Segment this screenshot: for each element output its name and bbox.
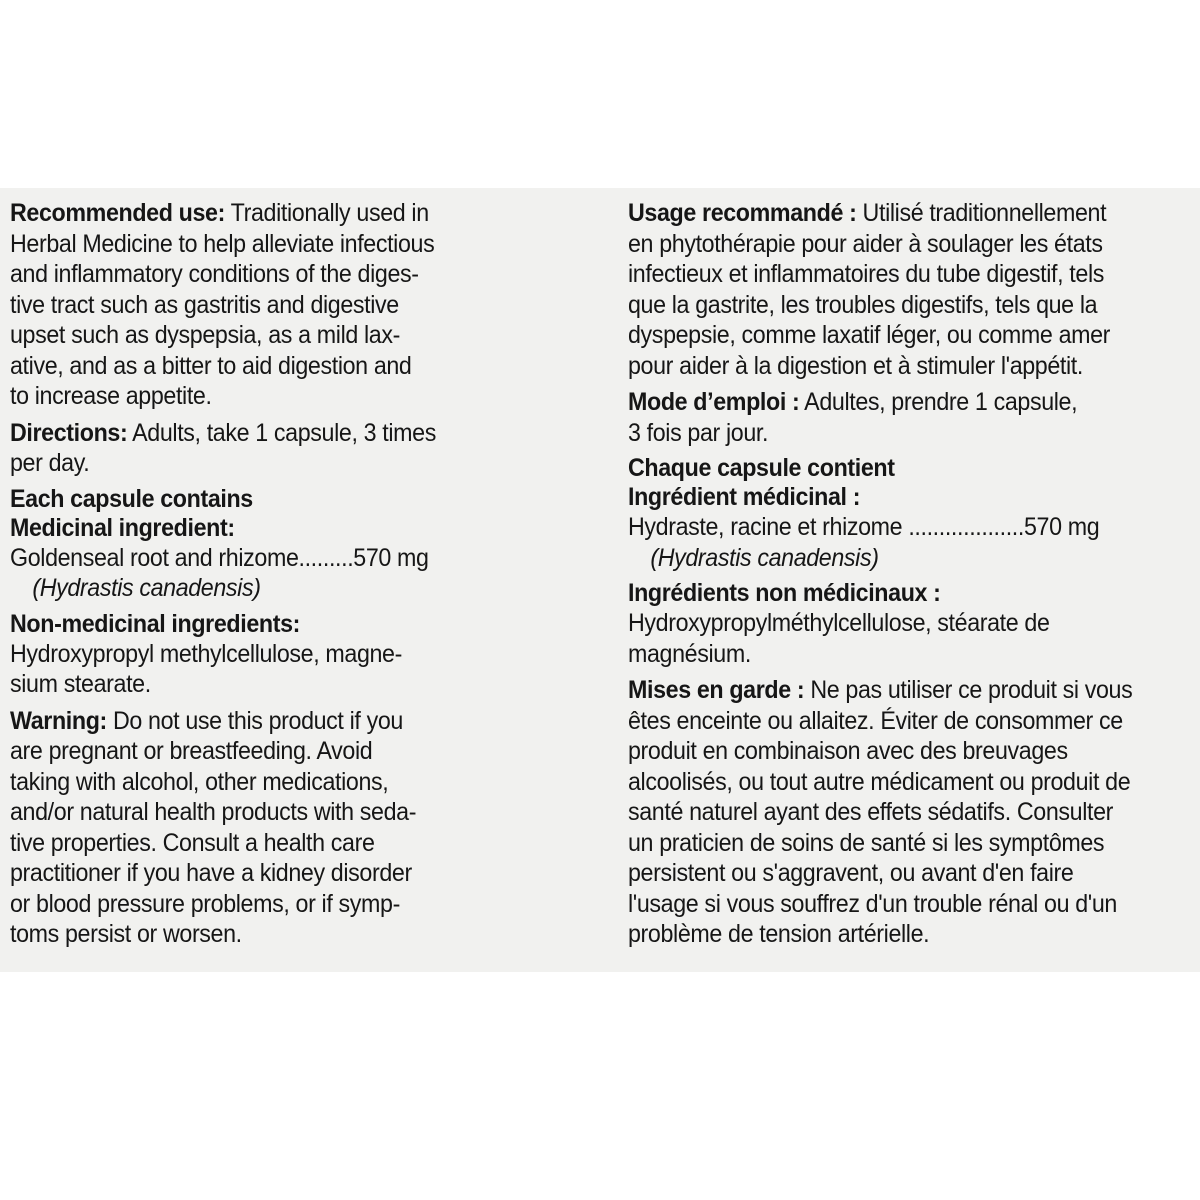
recommended-use-text: and inflammatory conditions of the diges- bbox=[10, 260, 419, 288]
warning-label: Warning: bbox=[10, 706, 107, 735]
french-column bbox=[628, 198, 1191, 956]
warning-text: toms persist or worsen. bbox=[10, 920, 242, 948]
mises-en-garde-text: produit en combinaison avec des breuvages bbox=[628, 737, 1068, 765]
directions-section bbox=[10, 418, 517, 479]
label-panel bbox=[0, 188, 1200, 972]
directions-label: Directions: bbox=[10, 418, 128, 447]
mode-emploi-section bbox=[628, 387, 1191, 448]
text-line bbox=[10, 418, 517, 449]
text-line bbox=[10, 198, 517, 229]
recommended-use-text: tive tract such as gastritis and digestive bbox=[10, 290, 399, 319]
non-medicinaux-text: Hydroxypropylméthylcellulose, stéarate de bbox=[628, 609, 1050, 637]
usage-recommande-text: Utilisé traditionnellement bbox=[856, 199, 1107, 227]
usage-recommande-text: dyspepsie, comme laxatif léger, ou comme amer bbox=[628, 321, 1111, 349]
medicinal-ingredient-heading: Medicinal ingredient: bbox=[10, 513, 235, 542]
warning-text: and/or natural health products with seda- bbox=[10, 798, 417, 826]
usage-recommande-text: en phytothérapie pour aider à soulager les états bbox=[628, 229, 1103, 258]
non-medicinal-text: Hydroxypropyl methylcellulose, magne- bbox=[10, 639, 402, 668]
text-line bbox=[628, 675, 1191, 706]
non-medicinaux-text: magnésium. bbox=[628, 639, 751, 668]
medicinal-ingredient-line: Goldenseal root and rhizome.........570 mg bbox=[10, 543, 429, 572]
recommended-use-label: Recommended use: bbox=[10, 199, 225, 227]
usage-recommande-label: Usage recommandé : bbox=[628, 199, 857, 227]
recommended-use-text: Traditionally used in bbox=[224, 199, 429, 227]
text-line bbox=[628, 387, 1191, 418]
mode-emploi-text: Adultes, prendre 1 capsule, bbox=[799, 388, 1078, 416]
mises-en-garde-text: problème de tension artérielle. bbox=[628, 920, 930, 948]
warning-text: tive properties. Consult a health care bbox=[10, 828, 375, 857]
warning-text: or blood pressure problems, or if symp- bbox=[10, 889, 400, 918]
latin-name: (Hydrastis canadensis) bbox=[650, 543, 879, 572]
ingredient-medicinal-heading: Ingrédient médicinal : bbox=[628, 483, 861, 511]
mode-emploi-label: Mode d’emploi : bbox=[628, 388, 800, 416]
mises-en-garde-text: un praticien de soins de santé si les symptômes bbox=[628, 828, 1105, 857]
text-line bbox=[10, 706, 517, 737]
ingredients-section bbox=[10, 485, 517, 604]
each-capsule-heading: Each capsule contains bbox=[10, 484, 253, 513]
mises-en-garde-label: Mises en garde : bbox=[628, 676, 805, 704]
usage-recommande-text: que la gastrite, les troubles digestifs, tels que la bbox=[628, 290, 1098, 319]
mises-en-garde-text: santé naturel ayant des effets sédatifs. Consulter bbox=[628, 798, 1114, 826]
mises-en-garde-text: l'usage si vous souffrez d'un trouble rénal ou d'un bbox=[628, 889, 1117, 918]
ingredient-medicinal-line: Hydraste, racine et rhizome ...................570 mg bbox=[628, 513, 1100, 541]
recommended-use-text: to increase appetite. bbox=[10, 382, 212, 410]
warning-text: Do not use this product if you bbox=[106, 706, 403, 735]
latin-name: (Hydrastis canadensis) bbox=[32, 574, 261, 602]
usage-recommande-section bbox=[628, 198, 1191, 381]
english-column bbox=[10, 198, 517, 956]
non-medicinaux-heading: Ingrédients non médicinaux : bbox=[628, 579, 941, 607]
warning-text: taking with alcohol, other medications, bbox=[10, 767, 389, 796]
recommended-use-section bbox=[10, 198, 517, 412]
usage-recommande-text: pour aider à la digestion et à stimuler l'appétit. bbox=[628, 351, 1083, 380]
mode-emploi-text: 3 fois par jour. bbox=[628, 418, 769, 447]
non-medicinal-text: sium stearate. bbox=[10, 670, 151, 698]
directions-text: per day. bbox=[10, 449, 90, 477]
chaque-capsule-heading: Chaque capsule contient bbox=[628, 454, 895, 482]
ingredients-fr-section bbox=[628, 454, 1191, 573]
mises-en-garde-section bbox=[628, 675, 1191, 950]
text-line bbox=[628, 198, 1191, 229]
non-medicinal-section bbox=[10, 610, 517, 700]
mises-en-garde-text: alcoolisés, ou tout autre médicament ou produit de bbox=[628, 767, 1131, 796]
warning-section bbox=[10, 706, 517, 950]
recommended-use-text: ative, and as a bitter to aid digestion and bbox=[10, 351, 412, 380]
usage-recommande-text: infectieux et inflammatoires du tube digestif, tels bbox=[628, 260, 1105, 288]
mises-en-garde-text: êtes enceinte ou allaitez. Éviter de consommer ce bbox=[628, 706, 1123, 735]
recommended-use-text: upset such as dyspepsia, as a mild lax- bbox=[10, 321, 400, 349]
warning-text: practitioner if you have a kidney disorder bbox=[10, 859, 412, 887]
warning-text: are pregnant or breastfeeding. Avoid bbox=[10, 737, 373, 765]
recommended-use-text: Herbal Medicine to help alleviate infectious bbox=[10, 229, 435, 258]
non-medicinal-heading: Non-medicinal ingredients: bbox=[10, 609, 301, 638]
directions-text: Adults, take 1 capsule, 3 times bbox=[127, 418, 436, 447]
non-medicinaux-section bbox=[628, 579, 1191, 669]
mises-en-garde-text: persistent ou s'aggravent, ou avant d'en faire bbox=[628, 859, 1074, 887]
mises-en-garde-text: Ne pas utiliser ce produit si vous bbox=[804, 676, 1133, 704]
